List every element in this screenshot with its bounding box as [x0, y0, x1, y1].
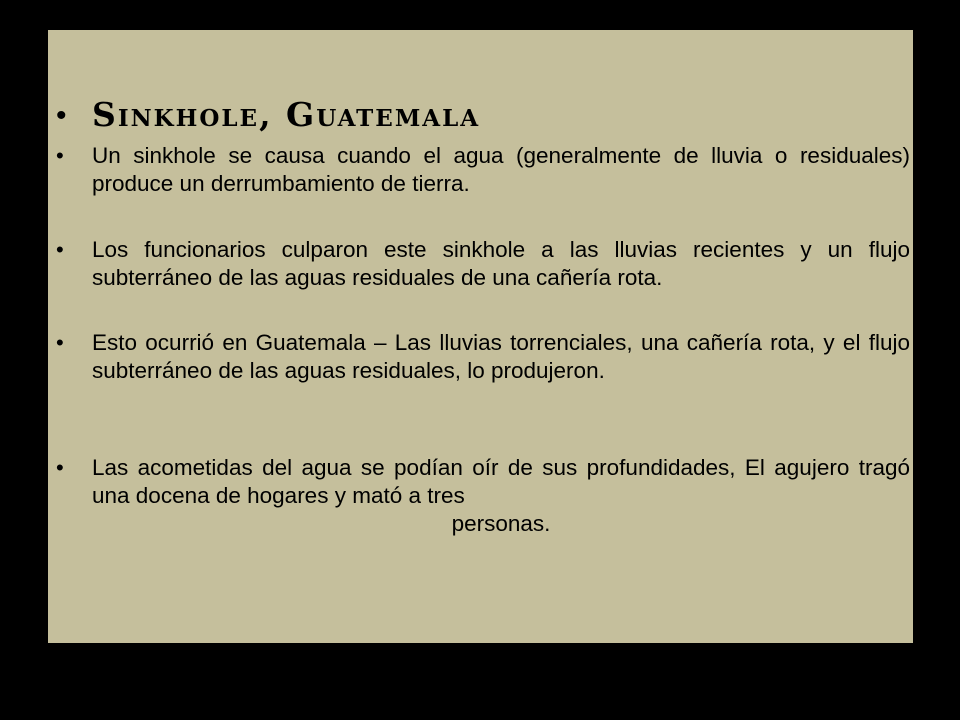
- bullet-text-block: [92, 454, 910, 538]
- bullet-dot: •: [56, 330, 64, 355]
- bullet-dot: •: [56, 143, 64, 168]
- bullet-dot: •: [56, 237, 64, 262]
- content-panel: [48, 30, 913, 643]
- slide-title: Sinkhole, Guatemala: [92, 95, 481, 134]
- bullet-text: Esto ocurrió en Guatemala – Las lluvias torrenciales, una cañería rota, y el flujo subterráneo de las aguas residuales, lo produjeron.: [92, 330, 910, 383]
- bullet-text: Los funcionarios culparon este sinkhole a las lluvias recientes y un flujo subterráneo de las aguas residuales de una cañería rota.: [92, 237, 910, 290]
- bullet-dot: •: [56, 99, 67, 132]
- bullet-text-last-line: personas.: [451, 511, 551, 536]
- bullet-text: Las acometidas del agua se podían oír de sus profundidades, El agujero tragó una docena de hogares y mató a tres: [92, 455, 910, 508]
- bullet-text: Un sinkhole se causa cuando el agua (generalmente de lluvia o residuales) produce un derrumbamiento de tierra.: [92, 143, 910, 196]
- bullet-dot: •: [56, 455, 64, 480]
